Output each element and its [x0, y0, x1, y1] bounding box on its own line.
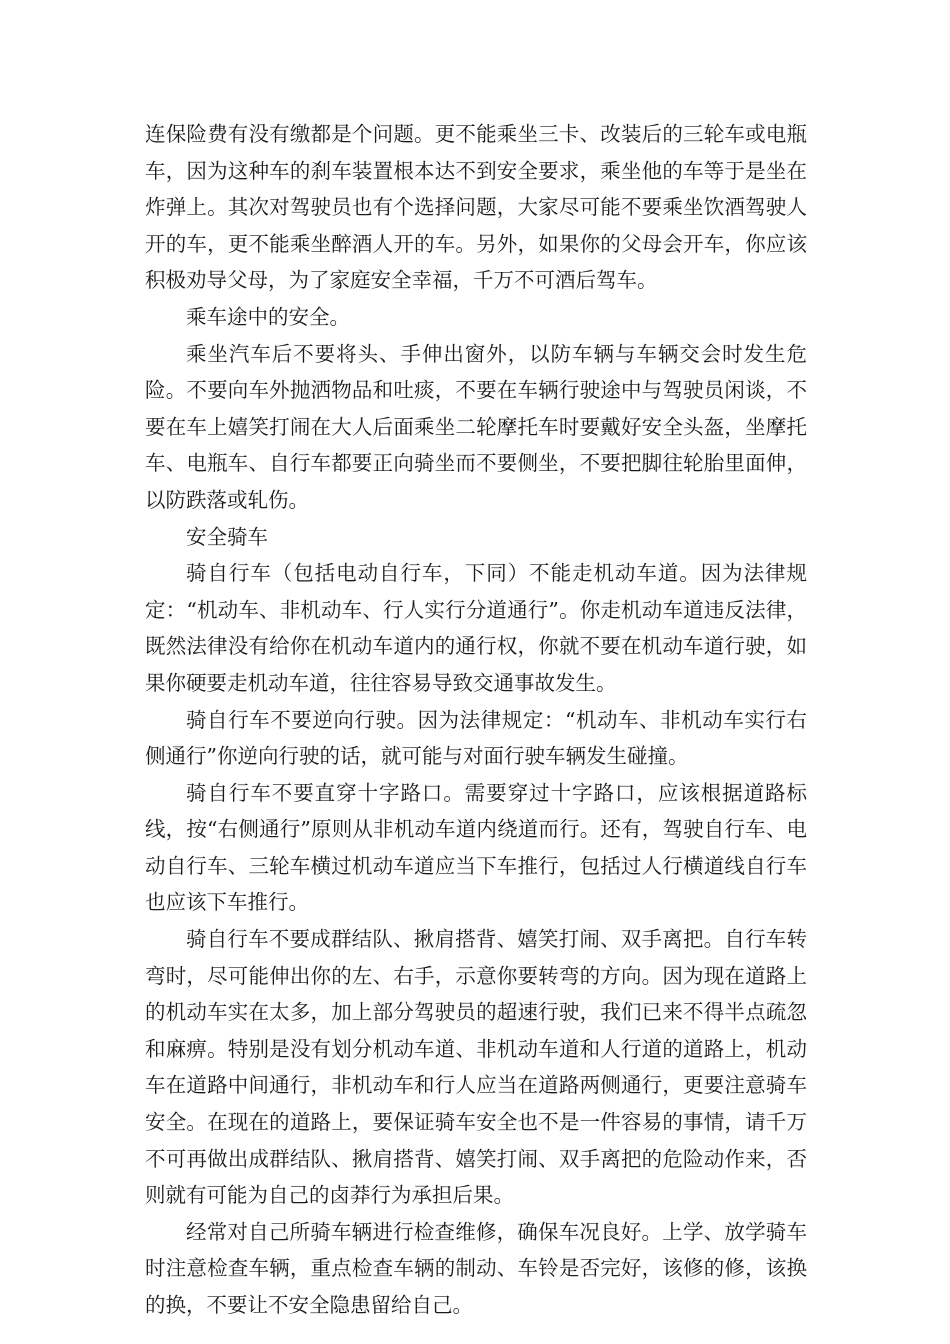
paragraph-no-group-riding: 骑自行车不要成群结队、揪肩搭背、嬉笑打闹、双手离把。自行车转弯时，尽可能伸出你的左、右手，示意你要转弯的方向。因为现在道路上的机动车实在太多，加上部分驾驶员的超速行驶，我们已来不得半点疏忽和麻痹。特别是没有划分机动车道、非机动车道和人行道的道路上，机动车在道路中间通行，非机动车和行人应当在道路两侧通行，更要注意骑车安全。在现在的道路上，要保证骑车安全也不是一件容易的事情，请千万不可再做出成群结队、揪肩搭背、嬉笑打闹、双手离把的危险动作来，否则就有可能为自己的卤莽行为承担后果。 [145, 927, 807, 1208]
heading-riding-safety: 乘车途中的安全。 [186, 304, 350, 329]
paragraph-riding-rules: 乘坐汽车后不要将头、手伸出窗外，以防车辆与车辆交会时发生危险。不要向车外抛洒物品和吐痰，不要在车辆行驶途中与驾驶员闲谈，不要在车上嬉笑打闹在大人后面乘坐二轮摩托车时要戴好安全头盔，坐摩托车、电瓶车、自行车都要正向骑坐而不要侧坐，不要把脚往轮胎里面伸，以防跌落或轧伤。 [145, 341, 807, 512]
paragraph-bike-maintenance: 经常对自己所骑车辆进行检查维修，确保车况良好。上学、放学骑车时注意检查车辆，重点检查车辆的制动、车铃是否完好，该修的修，该换的换，不要让不安全隐患留给自己。 [145, 1219, 807, 1317]
paragraph-no-motor-lane: 骑自行车（包括电动自行车，下同）不能走机动车道。因为法律规定：“机动车、非机动车、行人实行分道通行”。你走机动车道违反法律，既然法律没有给你在机动车道内的通行权，你就不要在机动车道行驶，如果你硬要走机动车道，往往容易导致交通事故发生。 [145, 561, 807, 695]
heading-safe-cycling: 安全骑车 [186, 524, 268, 549]
paragraph-intersections: 骑自行车不要直穿十字路口。需要穿过十字路口，应该根据道路标线，按“右侧通行”原则从非机动车道内绕道而行。还有，驾驶自行车、电动自行车、三轮车横过机动车道应当下车推行，包括过人行横道线自行车也应该下车推行。 [145, 780, 807, 915]
paragraph-no-wrong-way: 骑自行车不要逆向行驶。因为法律规定：“机动车、非机动车实行右侧通行”你逆向行驶的话，就可能与对面行驶车辆发生碰撞。 [145, 707, 807, 769]
document-body [145, 116, 807, 1324]
paragraph-continuation: 连保险费有没有缴都是个问题。更不能乘坐三卡、改装后的三轮车或电瓶车，因为这种车的刹车装置根本达不到安全要求，乘坐他的车等于是坐在炸弹上。其次对驾驶员也有个选择问题，大家尽可能不要乘坐饮酒驾驶人开的车，更不能乘坐醉酒人开的车。另外，如果你的父母会开车，你应该积极劝导父母，为了家庭安全幸福，千万不可酒后驾车。 [145, 122, 807, 293]
